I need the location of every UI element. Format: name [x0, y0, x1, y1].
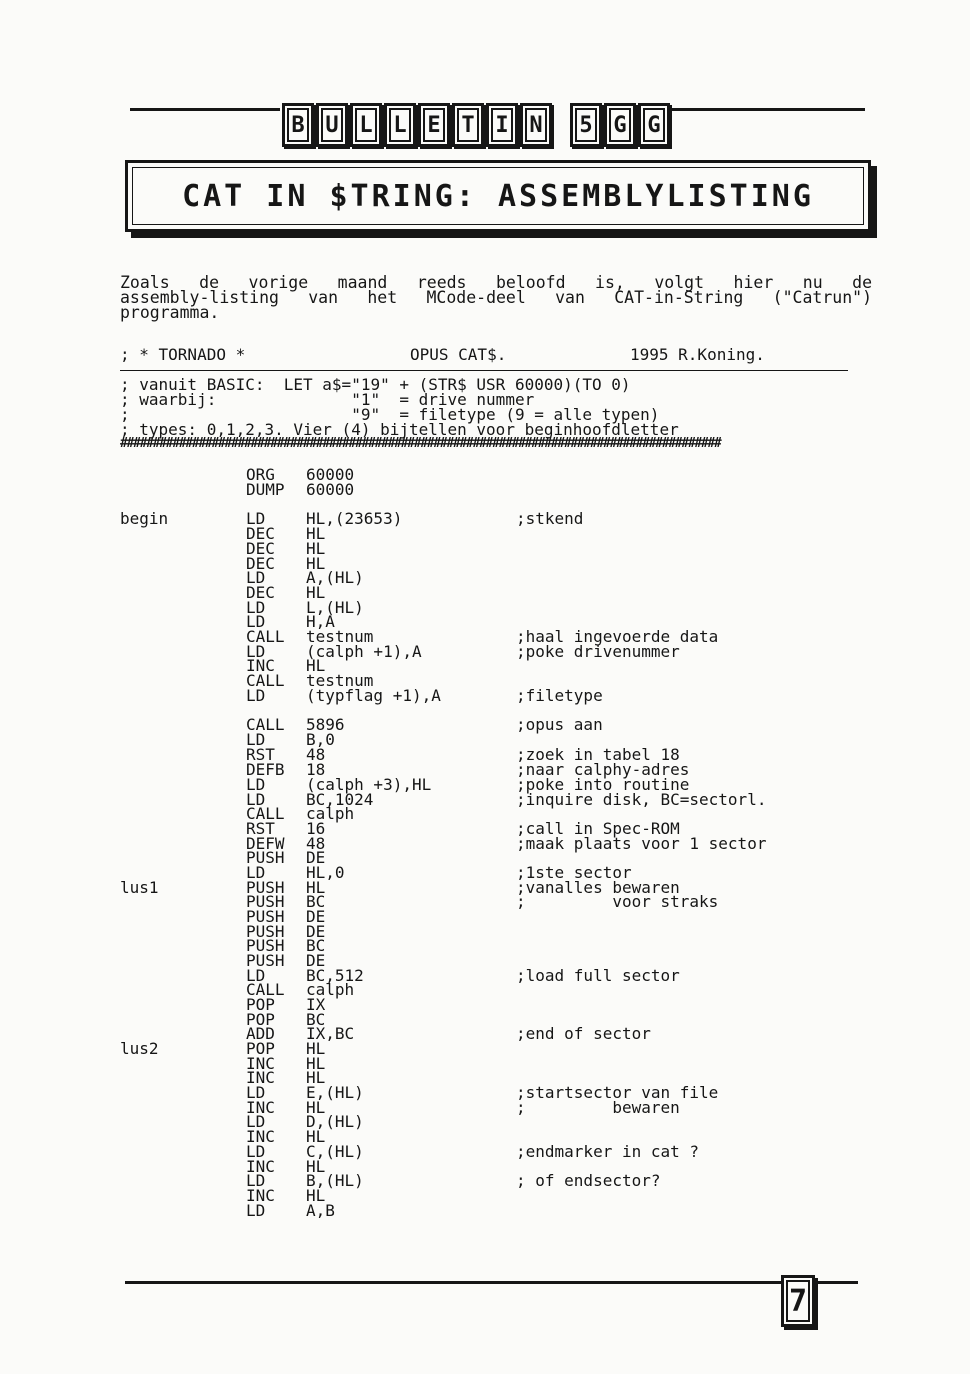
code-comment: ;1ste sector — [516, 863, 632, 882]
code-opcode: CALL — [246, 804, 285, 823]
intro-line: assembly-listing van het MCode-deel van CAT-in-String ("Catrun") — [120, 288, 872, 307]
code-operand: HL — [306, 878, 326, 897]
code-opcode: PUSH — [246, 907, 285, 926]
code-comment: ;poke into routine — [516, 775, 690, 794]
code-operand: HL,(23653) — [306, 509, 403, 528]
code-operand: 60000 — [306, 480, 355, 499]
code-operand: HL,0 — [306, 863, 345, 882]
code-operand: HL — [306, 1054, 326, 1073]
intro-paragraph — [120, 275, 872, 320]
topic-title-box — [125, 160, 871, 232]
code-opcode: INC — [246, 1127, 275, 1146]
code-opcode: DEC — [246, 524, 275, 543]
code-comment: ;vanalles bewaren — [516, 878, 680, 897]
code-opcode: LD — [246, 598, 266, 617]
code-opcode: INC — [246, 656, 275, 675]
intro-line: programma. — [120, 303, 220, 322]
code-operand: 16 — [306, 819, 326, 838]
program-module: OPUS CAT$. — [410, 345, 507, 364]
code-comment: ;stkend — [516, 509, 584, 528]
code-comment: ;call in Spec-ROM — [516, 819, 680, 838]
code-label: begin — [120, 509, 169, 528]
code-comment: ;haal ingevoerde data — [516, 627, 719, 646]
code-label: lus1 — [120, 878, 159, 897]
code-opcode: DEFB — [246, 760, 285, 779]
code-opcode: PUSH — [246, 922, 285, 941]
code-opcode: LD — [246, 1201, 266, 1220]
topic-title: CAT IN $TRING: ASSEMBLYLISTING — [182, 178, 814, 214]
masthead-letter: B — [282, 103, 314, 147]
hash-rule: ############################################################################################ — [120, 437, 721, 450]
code-opcode: INC — [246, 1186, 275, 1205]
code-comment: ;opus aan — [516, 715, 603, 734]
code-opcode: LD — [246, 1142, 266, 1161]
code-operand: 60000 — [306, 465, 355, 484]
code-opcode: CALL — [246, 627, 285, 646]
code-operand: BC — [306, 1010, 326, 1029]
header-rule-left — [130, 108, 280, 111]
code-opcode: CALL — [246, 671, 285, 690]
code-operand: testnum — [306, 671, 374, 690]
masthead-letter: N — [520, 103, 552, 147]
code-operand: HL — [306, 1186, 326, 1205]
code-operand: 48 — [306, 834, 326, 853]
masthead-letter: G — [604, 103, 636, 147]
code-operand: DE — [306, 907, 326, 926]
program-header-line — [120, 347, 828, 363]
code-comment: ;filetype — [516, 686, 603, 705]
code-operand: E,(HL) — [306, 1083, 364, 1102]
code-operand: HL — [306, 1157, 326, 1176]
code-operand: C,(HL) — [306, 1142, 364, 1161]
code-opcode: DEC — [246, 583, 275, 602]
code-opcode: PUSH — [246, 936, 285, 955]
code-operand: DE — [306, 848, 326, 867]
code-operand: A,B — [306, 1201, 335, 1220]
code-opcode: DEC — [246, 539, 275, 558]
code-opcode: LD — [246, 966, 266, 985]
code-comment: ;end of sector — [516, 1024, 651, 1043]
code-operand: HL — [306, 1098, 326, 1117]
code-opcode: INC — [246, 1098, 275, 1117]
code-operand: IX,BC — [306, 1024, 355, 1043]
code-comment: ; voor straks — [516, 892, 719, 911]
comment-divider — [120, 370, 848, 371]
code-operand: HL — [306, 656, 326, 675]
code-opcode: LD — [246, 1171, 266, 1190]
intro-line: Zoals de vorige maand reeds beloofd is, volgt hier nu de — [120, 273, 872, 292]
code-comment: ;startsector van file — [516, 1083, 719, 1102]
code-opcode: PUSH — [246, 878, 285, 897]
code-operand: HL — [306, 583, 326, 602]
code-opcode: INC — [246, 1068, 275, 1087]
code-opcode: CALL — [246, 715, 285, 734]
code-operand: calph — [306, 804, 355, 823]
code-operand: HL — [306, 1127, 326, 1146]
code-operand: (typflag +1),A — [306, 686, 441, 705]
code-operand: HL — [306, 554, 326, 573]
code-opcode: POP — [246, 995, 275, 1014]
program-author: 1995 R.Koning. — [630, 345, 765, 364]
code-operand: BC — [306, 936, 326, 955]
masthead-letter: U — [316, 103, 348, 147]
code-comment: ;inquire disk, BC=sectorl. — [516, 790, 767, 809]
masthead-letter: L — [384, 103, 416, 147]
code-operand: HL — [306, 1068, 326, 1087]
code-opcode: LD — [246, 790, 266, 809]
code-operand: L,(HL) — [306, 598, 364, 617]
masthead-letter: L — [350, 103, 382, 147]
code-opcode: CALL — [246, 980, 285, 999]
code-comment: ;endmarker in cat ? — [516, 1142, 700, 1161]
code-comment: ;naar calphy-adres — [516, 760, 690, 779]
code-comment: ;zoek in tabel 18 — [516, 745, 680, 764]
code-opcode: LD — [246, 568, 266, 587]
code-opcode: RST — [246, 745, 275, 764]
masthead-letter: E — [418, 103, 450, 147]
comment-line: ; vanuit BASIC: LET a$="19" + (STR$ USR 60000)(TO 0) — [120, 375, 631, 394]
code-opcode: PUSH — [246, 892, 285, 911]
code-comment: ;maak plaats voor 1 sector — [516, 834, 767, 853]
code-label: lus2 — [120, 1039, 159, 1058]
code-comment: ;load full sector — [516, 966, 680, 985]
masthead-letter: G — [638, 103, 670, 147]
code-opcode: LD — [246, 863, 266, 882]
code-opcode: ADD — [246, 1024, 275, 1043]
code-operand: HL — [306, 524, 326, 543]
code-opcode: LD — [246, 509, 266, 528]
comment-line: ; waarbij: "1" = drive nummer — [120, 390, 535, 409]
topic-title-inner — [132, 167, 864, 225]
code-operand: H,A — [306, 612, 335, 631]
code-operand: 18 — [306, 760, 326, 779]
code-operand: IX — [306, 995, 326, 1014]
code-opcode: LD — [246, 775, 266, 794]
code-opcode: DUMP — [246, 480, 285, 499]
code-operand: B,(HL) — [306, 1171, 364, 1190]
code-opcode: POP — [246, 1039, 275, 1058]
code-operand: BC,1024 — [306, 790, 374, 809]
header-rule-right — [672, 108, 865, 111]
code-operand: (calph +1),A — [306, 642, 422, 661]
code-operand: HL — [306, 539, 326, 558]
code-operand: DE — [306, 922, 326, 941]
code-opcode: INC — [246, 1054, 275, 1073]
code-operand: B,0 — [306, 730, 335, 749]
code-opcode: ORG — [246, 465, 275, 484]
code-opcode: LD — [246, 1083, 266, 1102]
program-name: ; * TORNADO * — [120, 345, 246, 364]
code-comment: ; bewaren — [516, 1098, 680, 1117]
comment-line: ; types: 0,1,2,3. Vier (4) bijtellen voor beginhoofdletter — [120, 420, 679, 439]
code-operand: A,(HL) — [306, 568, 364, 587]
code-operand: BC — [306, 892, 326, 911]
code-opcode: LD — [246, 1112, 266, 1131]
masthead-letter: I — [486, 103, 518, 147]
code-opcode: LD — [246, 612, 266, 631]
code-opcode: DEC — [246, 554, 275, 573]
code-opcode: RST — [246, 819, 275, 838]
code-operand: testnum — [306, 627, 374, 646]
code-opcode: PUSH — [246, 848, 285, 867]
code-opcode: INC — [246, 1157, 275, 1176]
code-operand: BC,512 — [306, 966, 364, 985]
masthead-letter: 5 — [570, 103, 602, 147]
code-operand: 48 — [306, 745, 326, 764]
footer-rule-right — [815, 1281, 858, 1284]
bulletin-masthead — [282, 103, 672, 147]
code-opcode: LD — [246, 730, 266, 749]
code-opcode: DEFW — [246, 834, 285, 853]
code-opcode: POP — [246, 1010, 275, 1029]
code-comment: ;poke drivenummer — [516, 642, 680, 661]
code-opcode: LD — [246, 686, 266, 705]
footer-rule-left — [125, 1281, 781, 1284]
masthead-gap — [554, 103, 568, 141]
code-operand: D,(HL) — [306, 1112, 364, 1131]
code-operand: DE — [306, 951, 326, 970]
code-opcode: LD — [246, 642, 266, 661]
code-operand: (calph +3),HL — [306, 775, 432, 794]
page-number: 7 — [781, 1275, 815, 1327]
code-operand: calph — [306, 980, 355, 999]
code-opcode: PUSH — [246, 951, 285, 970]
code-comment: ; of endsector? — [516, 1171, 661, 1190]
masthead-letter: T — [452, 103, 484, 147]
comment-line: ; "9" = filetype (9 = alle typen) — [120, 405, 660, 424]
code-operand: 5896 — [306, 715, 345, 734]
code-operand: HL — [306, 1039, 326, 1058]
